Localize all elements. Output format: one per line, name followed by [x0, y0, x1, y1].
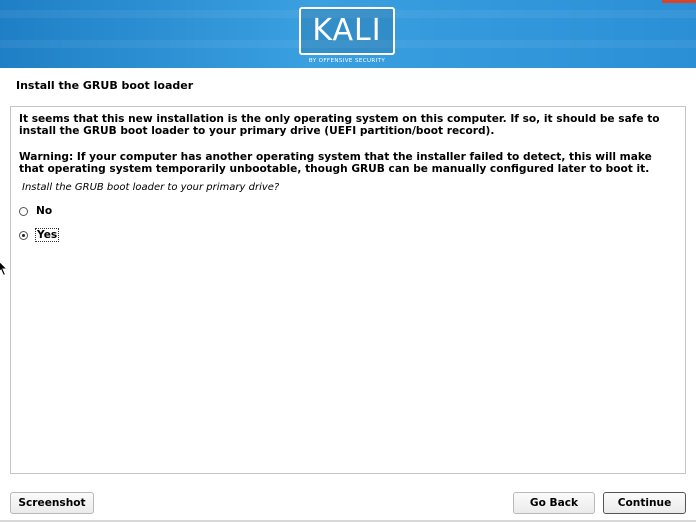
screenshot-button[interactable]: Screenshot	[10, 492, 94, 514]
info-line-1: It seems that this new installation is the only operating system on this computer. If so, it should be safe to	[19, 113, 660, 125]
kali-logo-subtitle: BY OFFENSIVE SECURITY	[308, 58, 386, 64]
continue-button[interactable]: Continue	[603, 492, 686, 514]
kali-logo-text: KALI	[312, 13, 382, 48]
warning-line-2: that operating system temporarily unbootable, though GRUB can be manually configured later to boot it.	[19, 163, 650, 175]
option-yes-label: Yes	[37, 229, 58, 241]
radio-yes[interactable]	[19, 231, 28, 240]
kali-logo	[299, 7, 395, 55]
option-yes[interactable]	[19, 227, 59, 243]
mouse-pointer-icon	[0, 259, 9, 281]
window-corner-accent	[662, 0, 696, 3]
option-no[interactable]	[19, 203, 53, 219]
info-paragraph	[19, 113, 669, 137]
radio-no[interactable]	[19, 207, 28, 216]
option-no-label: No	[36, 205, 53, 217]
go-back-button[interactable]: Go Back	[513, 492, 595, 514]
warning-paragraph	[19, 151, 669, 175]
question-text: Install the GRUB boot loader to your primary drive?	[22, 182, 280, 193]
page-title: Install the GRUB boot loader	[16, 79, 194, 92]
warning-line-1: Warning: If your computer has another operating system that the installer failed to detect, this will make	[19, 151, 652, 163]
info-line-2: install the GRUB boot loader to your primary drive (UEFI partition/boot record).	[19, 125, 495, 137]
content-panel	[10, 106, 686, 474]
installer-banner	[0, 0, 696, 68]
